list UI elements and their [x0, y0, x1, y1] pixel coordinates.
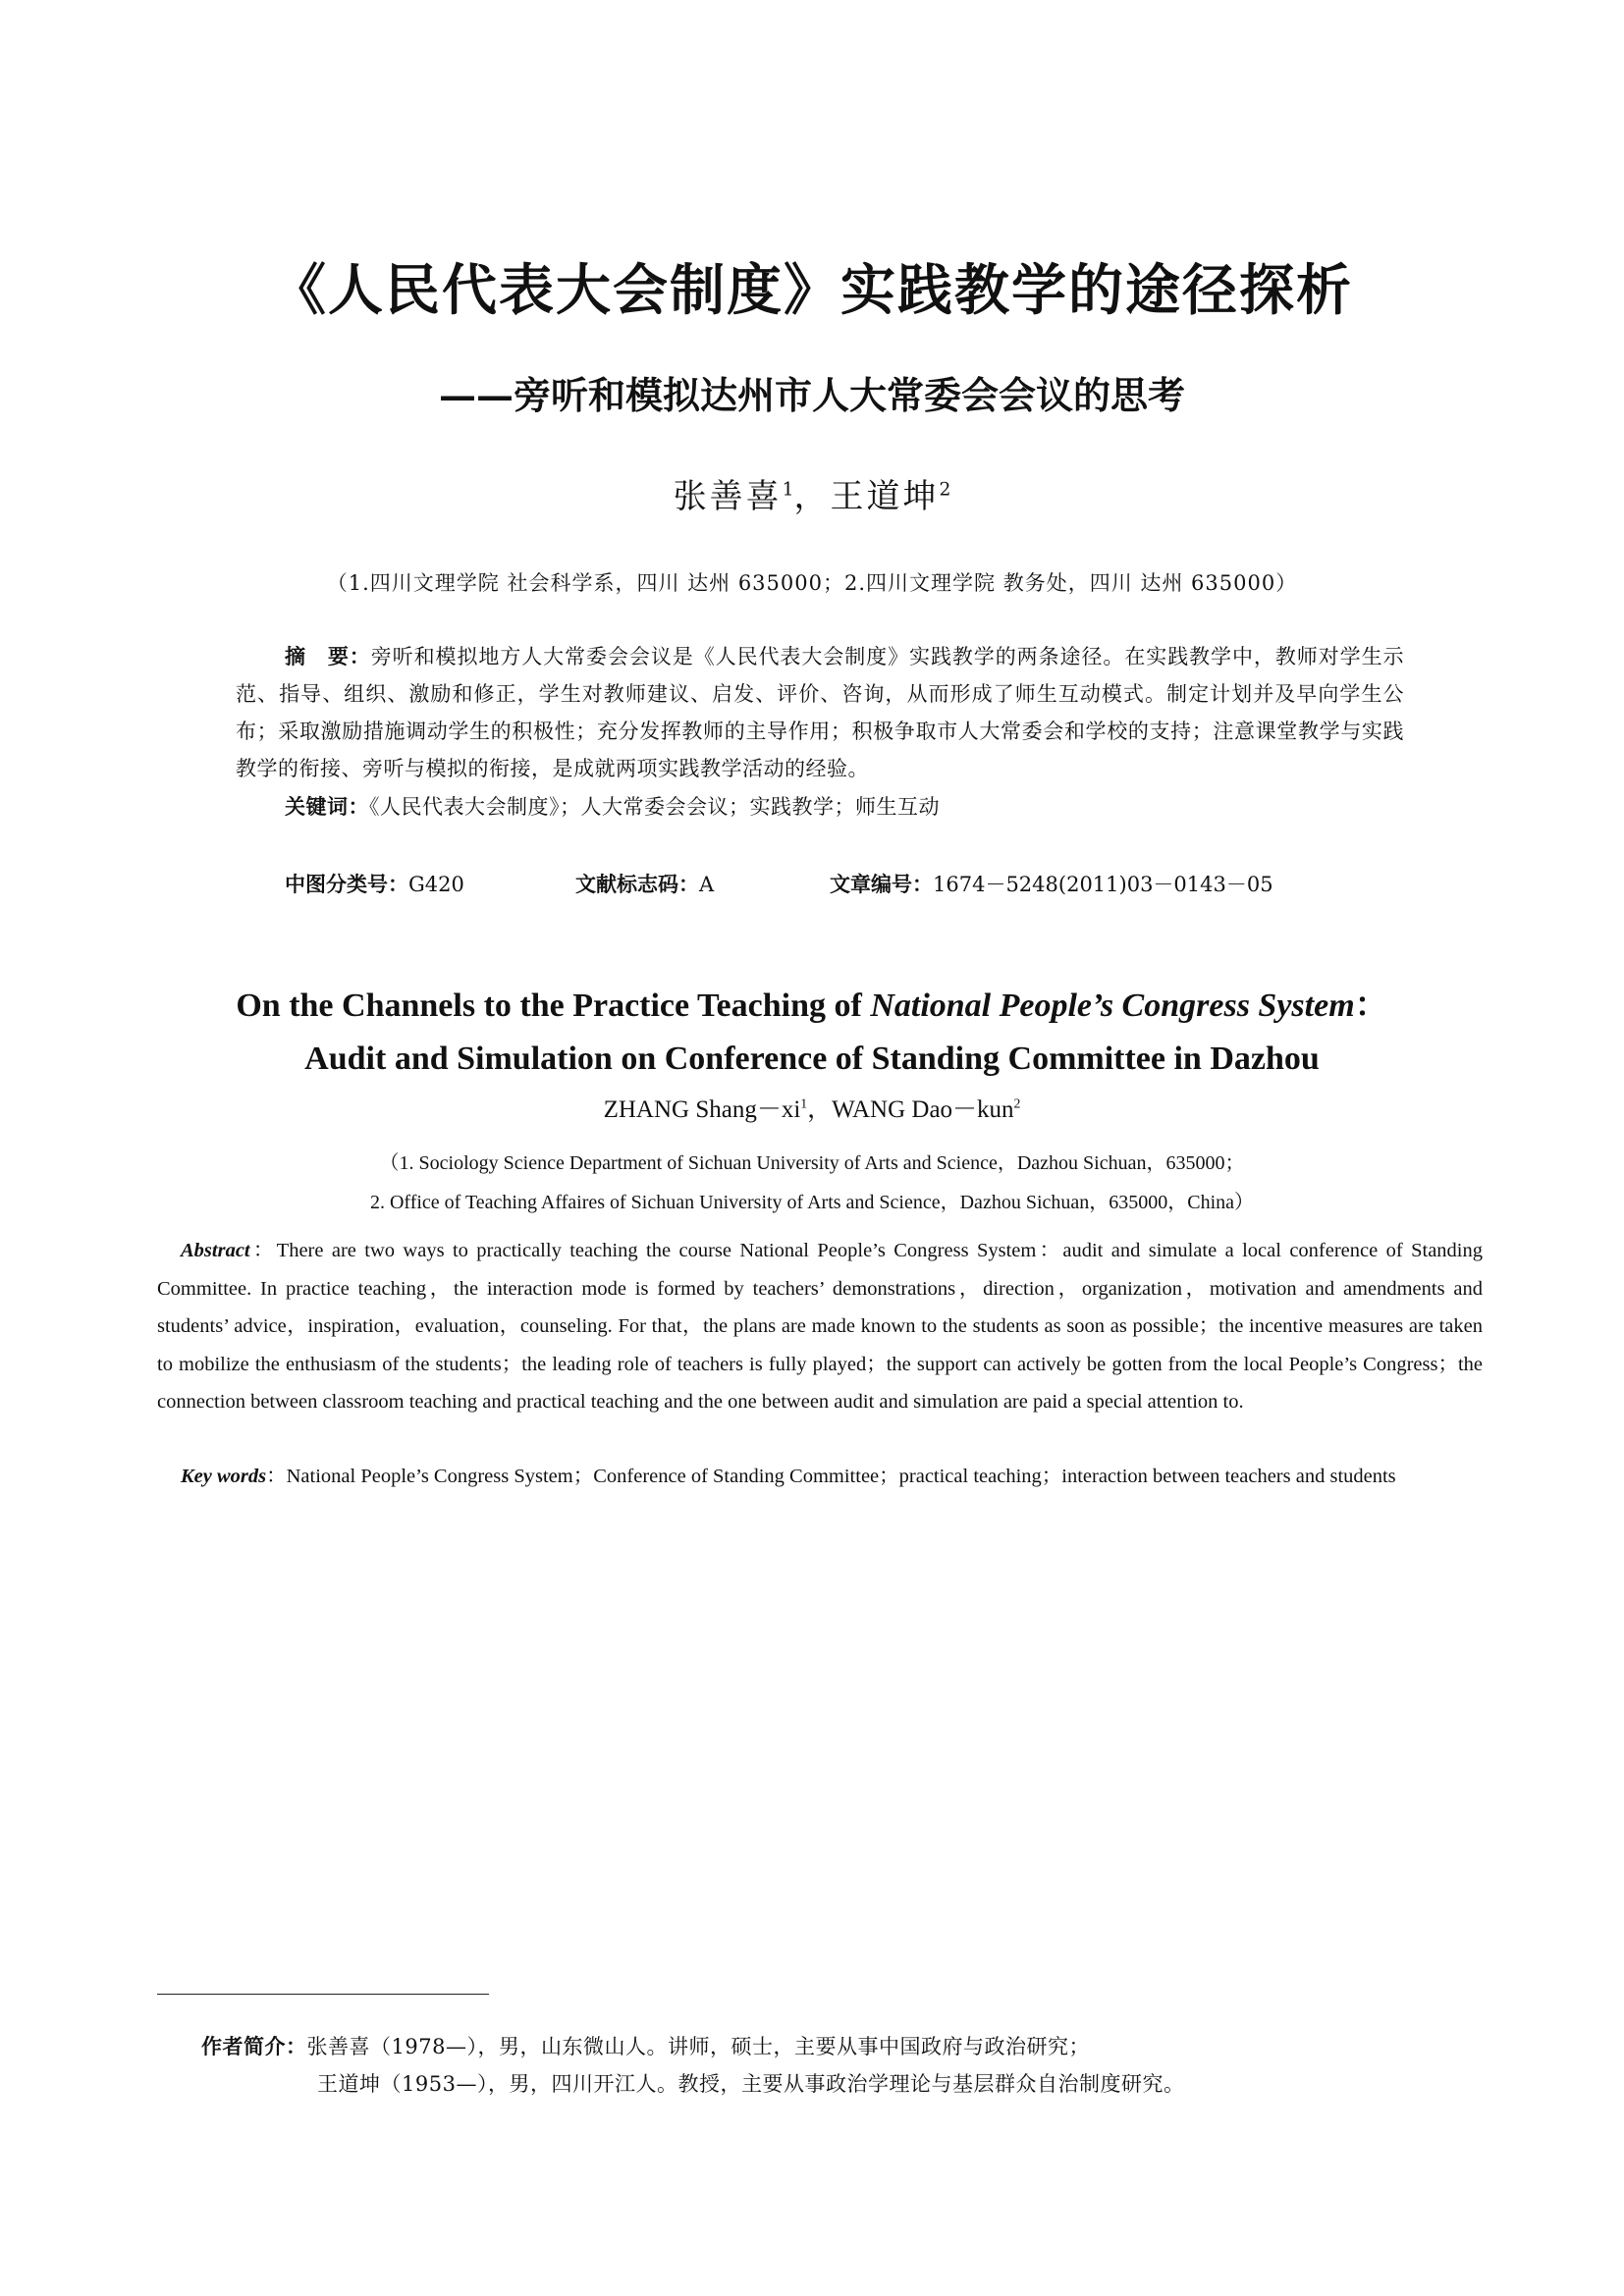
document-code-value: A [699, 873, 715, 896]
author-footnote [201, 2028, 1478, 2103]
author-separator: ， [807, 1096, 833, 1123]
keywords-colon: ： [266, 1466, 287, 1487]
abstract-text: There are two ways to practically teaching the course National People’s Congress System：audit and simulate a local conference of Standing Committee. In practice teaching，the interaction mode is formed by teachers’ demonstrations，direction，organization，motivation and amendments and students’ advice，inspiration，evaluation，counseling. For that，the plans are made known to the students as soon as possible；the incentive measures are taken to mobilize the enthusiasm of the students；the leading role of teachers is fully played；the support can actively be gotten from the local People’s Congress；the connection between classroom teaching and practical teaching and the one between audit and simulation are paid a special attention to. [157, 1240, 1483, 1413]
chinese-affiliation: （1.四川文理学院 社会科学系，四川 达州 635000；2.四川文理学院 教务处，四川 达州 635000） [326, 571, 1298, 595]
chinese-subtitle: ——旁听和模拟达州市人大常委会会议的思考 [438, 373, 1185, 417]
chinese-abstract [236, 638, 1404, 787]
document-code-label: 文献标志码： [575, 873, 699, 896]
english-title-line1 [98, 980, 1526, 1033]
author-separator: ， [793, 477, 831, 516]
english-title [98, 980, 1526, 1086]
english-title-part1: On the Channels to the Practice Teaching of [236, 988, 871, 1024]
footnote-divider [157, 1994, 489, 1995]
author-superscript: 1 [782, 479, 794, 501]
english-authors [98, 1090, 1526, 1125]
keywords-text: 《人民代表大会制度》；人大常委会会议；实践教学；师生互动 [369, 795, 940, 819]
chinese-authors [98, 469, 1526, 517]
author-name: WANG Dao－kun [832, 1096, 1014, 1123]
document-code [575, 869, 714, 898]
english-title-italic: National People’s Congress System [870, 988, 1355, 1024]
english-title-line2: Audit and Simulation on Conference of Standing Committee in Dazhou [304, 1041, 1320, 1077]
article-number-value: 1674－5248(2011)03－0143－05 [933, 873, 1273, 896]
abstract-label: 摘 要： [285, 645, 371, 668]
classification-row [285, 869, 1404, 904]
english-affiliation [98, 1144, 1526, 1222]
article-number-label: 文章编号： [830, 873, 933, 896]
chinese-title: 《人民代表大会制度》实践教学的途径探析 [271, 258, 1353, 323]
clc-label: 中图分类号： [285, 873, 408, 896]
author-superscript: 1 [800, 1095, 808, 1111]
english-title-colon: ： [1354, 988, 1388, 1024]
abstract-colon: ： [249, 1240, 277, 1261]
author-name: ZHANG Shang－xi [603, 1096, 801, 1123]
clc-number [285, 869, 464, 898]
keywords-text: National People’s Congress System；Conference of Standing Committee；practical teaching；interaction between teachers and students [286, 1466, 1396, 1487]
english-affiliation-line1: （1. Sociology Science Department of Sichuan University of Arts and Science，Dazhou Sichuan，635000； [379, 1152, 1245, 1174]
author-name: 王道坤 [830, 477, 940, 516]
author-name: 张善喜 [673, 477, 783, 516]
english-abstract [157, 1232, 1483, 1421]
footnote-label: 作者简介： [201, 2035, 307, 2058]
chinese-keywords [285, 788, 1404, 826]
keywords-label: Key words [181, 1466, 267, 1487]
article-number [830, 869, 1273, 898]
abstract-label: Abstract [181, 1240, 250, 1261]
english-affiliation-line2: 2. Office of Teaching Affaires of Sichuan University of Arts and Science，Dazhou Sichuan，635000，China） [369, 1192, 1255, 1213]
footnote-line2: 王道坤（1953—），男，四川开江人。教授，主要从事政治学理论与基层群众自治制度研究。 [317, 2072, 1185, 2096]
english-keywords [157, 1458, 1483, 1496]
footnote-line1: 张善喜（1978—），男，山东微山人。讲师，硕士，主要从事中国政府与政治研究； [306, 2035, 1090, 2058]
clc-value: G420 [408, 873, 464, 896]
keywords-label: 关键词： [285, 795, 369, 819]
author-superscript: 2 [939, 479, 951, 501]
abstract-text: 旁听和模拟地方人大常委会会议是《人民代表大会制度》实践教学的两条途径。在实践教学中，教师对学生示范、指导、组织、激励和修正，学生对教师建议、启发、评价、咨询，从而形成了师生互动模式。制定计划并及早向学生公布；采取激励措施调动学生的积极性；充分发挥教师的主导作用；积极争取市人大常委会和学校的支持；注意课堂教学与实践教学的衔接、旁听与模拟的衔接，是成就两项实践教学活动的经验。 [236, 645, 1405, 780]
author-superscript: 2 [1013, 1095, 1021, 1111]
